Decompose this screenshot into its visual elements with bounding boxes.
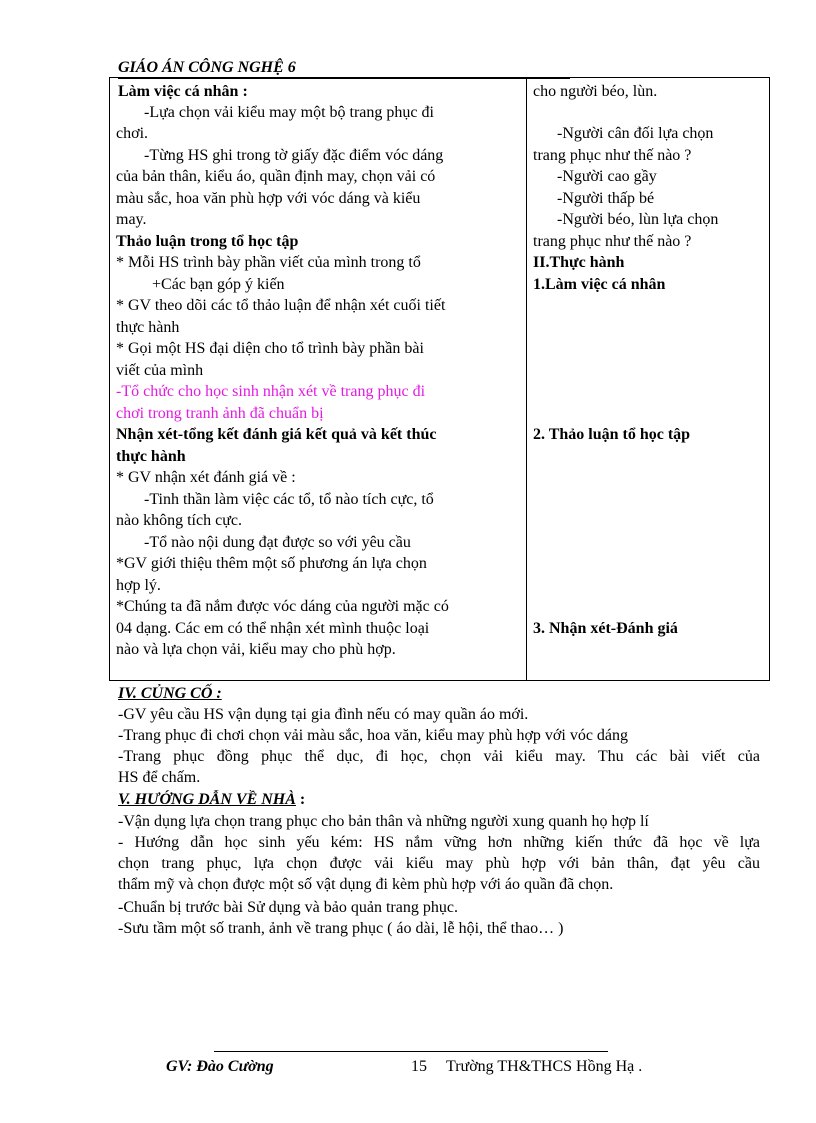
right-line: cho người béo, lùn.	[533, 83, 658, 100]
page-header	[118, 58, 570, 79]
table-row	[110, 78, 770, 681]
left-line: -Tổ chức cho học sinh nhận xét về trang phục đi	[116, 383, 426, 400]
left-line: hợp lý.	[116, 577, 161, 594]
left-line: * GV theo dõi các tổ thảo luận để nhận xét cuối tiết	[116, 297, 446, 314]
left-line: -Lựa chọn vải kiểu may một bộ trang phục đi	[144, 104, 434, 121]
lesson-table	[109, 77, 770, 681]
right-heading: 1.Làm việc cá nhân	[533, 276, 666, 293]
right-line: -Người cao gầy	[557, 168, 657, 185]
footer-school: Trường TH&THCS Hồng Hạ .	[446, 1058, 643, 1075]
left-line: *Chúng ta đã nắm được vóc dáng của người mặc có	[116, 598, 449, 615]
right-line: -Người cân đối lựa chọn	[557, 125, 714, 142]
left-line: chơi.	[116, 125, 149, 142]
footer-rule	[214, 1051, 608, 1052]
section-5-line: chọn trang phục, lựa chọn được vải kiểu may phù hợp với bản thân, đạt yêu cầu	[118, 855, 760, 872]
right-heading: 3. Nhận xét-Đánh giá	[533, 620, 678, 637]
section-5-line: - Hướng dẫn học sinh yếu kém: HS nắm vững hơn những kiến thức đã học về lựa	[118, 834, 760, 851]
left-line: 04 dạng. Các em có thể nhận xét mình thuộc loại	[116, 620, 430, 637]
section-4-line: HS để chấm.	[118, 769, 201, 786]
left-line: của bản thân, kiểu áo, quần định may, chọn vải có	[116, 168, 436, 185]
left-line: Thảo luận trong tổ học tập	[116, 233, 299, 250]
left-line: +Các bạn góp ý kiến	[152, 276, 285, 293]
activity-column	[110, 78, 527, 681]
left-line: * GV nhận xét đánh giá về :	[116, 469, 296, 486]
section-5-line: -Vận dụng lựa chọn trang phục cho bản thân và những người xung quanh họ hợp lí	[118, 813, 649, 830]
left-line: -Từng HS ghi trong tờ giấy đặc điểm vóc dáng	[144, 147, 444, 164]
left-line: * Gọi một HS đại diện cho tổ trình bày phần bài	[116, 340, 424, 357]
left-line: -Tinh thần làm việc các tổ, tổ nào tích cực, tổ	[144, 491, 434, 508]
right-heading: II.Thực hành	[533, 254, 625, 271]
left-line: -Tổ nào nội dung đạt được so với yêu cầu	[144, 534, 411, 551]
header-title: GIÁO ÁN CÔNG NGHỆ 6	[118, 59, 296, 76]
section-5-heading: V. HƯỚNG DẪN VỀ NHÀ :	[118, 791, 306, 808]
left-line: nào và lựa chọn vải, kiểu may cho phù hợp.	[116, 641, 396, 658]
section-4-line: -GV yêu cầu HS vận dụng tại gia đình nếu có may quần áo mới.	[118, 706, 529, 723]
left-line: may.	[116, 211, 147, 228]
footer-teacher: GV: Đào Cường	[166, 1058, 274, 1075]
left-line: * Mỗi HS trình bày phần viết của mình trong tổ	[116, 254, 421, 271]
left-line: Nhận xét-tổng kết đánh giá kết quả và kết thúc	[116, 426, 437, 443]
left-line: chơi trong tranh ảnh đã chuẩn bị	[116, 405, 324, 422]
right-line: -Người béo, lùn lựa chọn	[557, 211, 719, 228]
left-line: *GV giới thiệu thêm một số phương án lựa chọn	[116, 555, 427, 572]
left-line: viết của mình	[116, 362, 204, 379]
section-4-heading: IV. CỦNG CỐ :	[118, 685, 222, 702]
left-line: Làm việc cá nhân :	[118, 83, 248, 100]
left-line: thực hành	[116, 319, 180, 336]
section-5-line: thẩm mỹ và chọn được một số vật dụng đi kèm phù hợp với áo quần đã chọn.	[118, 876, 614, 893]
right-heading: 2. Thảo luận tổ học tập	[533, 426, 691, 443]
section-4-line: -Trang phục đồng phục thể dục, đi học, chọn vải kiểu may. Thu các bài viết của	[118, 748, 760, 765]
footer-page-number: 15	[411, 1058, 427, 1075]
left-line: màu sắc, hoa văn phù hợp với vóc dáng và kiểu	[116, 190, 421, 207]
section-5-line: -Chuẩn bị trước bài Sử dụng và bảo quản trang phục.	[118, 899, 458, 916]
right-line: trang phục như thế nào ?	[533, 147, 692, 164]
content-column	[527, 78, 770, 681]
section-5-line: -Sưu tầm một số tranh, ảnh về trang phục ( áo dài, lễ hội, thể thao… )	[118, 920, 564, 937]
section-4-line: -Trang phục đi chơi chọn vải màu sắc, hoa văn, kiểu may phù hợp với vóc dáng	[118, 727, 629, 744]
left-line: nào không tích cực.	[116, 512, 242, 529]
right-line: trang phục như thế nào ?	[533, 233, 692, 250]
right-line: -Người thấp bé	[557, 190, 655, 207]
left-line: thực hành	[116, 448, 186, 465]
